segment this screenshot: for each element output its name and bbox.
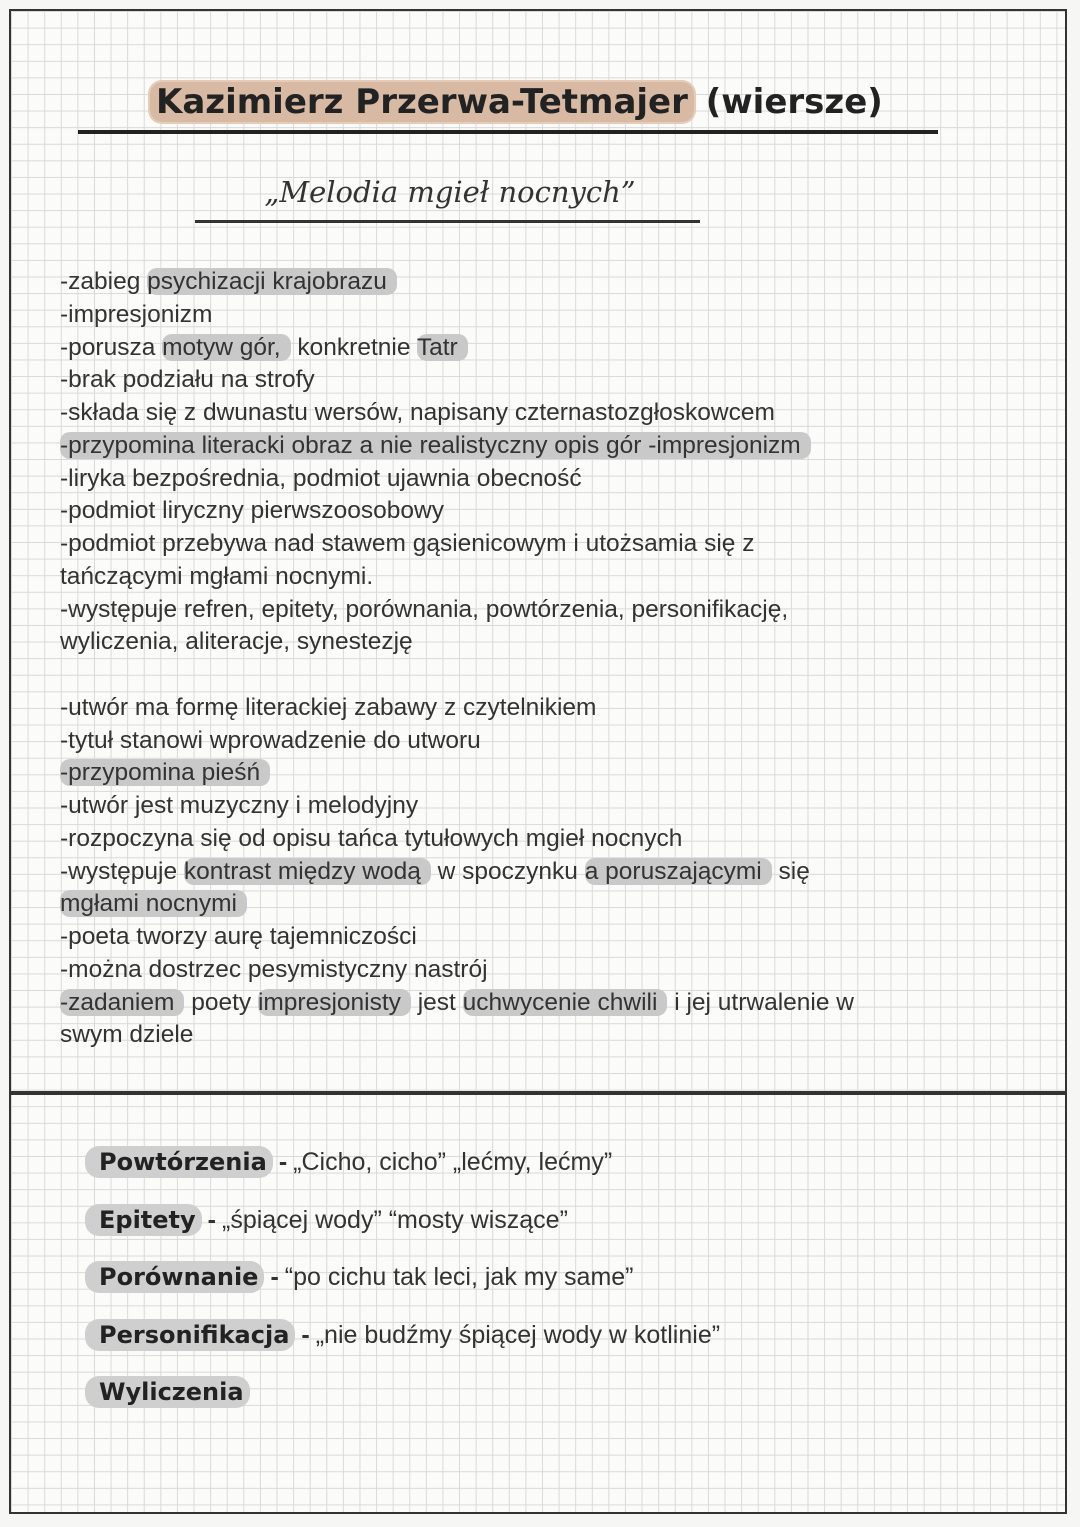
device-item <box>85 1148 720 1206</box>
note-line <box>60 299 854 332</box>
note-line <box>60 659 854 692</box>
note-text: jest <box>410 988 463 1016</box>
device-term: Powtórzenia <box>85 1146 273 1178</box>
note-text: -składa się z dwunastu wersów, napisany czternastozgłoskowcem <box>60 399 775 426</box>
note-line <box>60 954 854 987</box>
note-line <box>60 921 854 954</box>
note-line <box>60 463 854 496</box>
note-text: -podmiot przebywa nad stawem gąsienicowym i utożsamia się z <box>60 530 755 557</box>
highlighted-text: Tatr <box>417 334 468 361</box>
note-line <box>60 561 854 594</box>
highlighted-text: -przypomina literacki obraz a nie realistyczny opis gór -impresjonizm <box>60 432 811 459</box>
device-example: „nie budźmy śpiącej wody w kotlinie” <box>315 1320 721 1349</box>
highlighted-text: impresjonisty <box>258 989 411 1016</box>
note-line <box>60 790 854 823</box>
note-text: -tytuł stanowi wprowadzenie do utworu <box>60 726 481 754</box>
note-line <box>60 725 854 758</box>
note-text: -utwór ma formę literackiej zabawy z czytelnikiem <box>60 693 597 721</box>
note-text: -impresjonizm <box>60 300 213 328</box>
note-text: tańczącymi mgłami nocnymi. <box>60 562 374 590</box>
note-text: się <box>771 857 810 885</box>
note-line <box>60 757 854 790</box>
note-text: -podmiot liryczny pierwszoosobowy <box>60 497 444 525</box>
note-text: konkretnie <box>290 333 417 361</box>
poem-title-underline <box>195 220 700 223</box>
poem-title: „Melodia mgieł nocnych” <box>264 175 636 209</box>
highlighted-text: kontrast między wodą <box>184 858 431 885</box>
device-item <box>85 1263 720 1321</box>
note-text: -liryka bezpośrednia, podmiot ujawnia obecność <box>60 464 582 492</box>
section-divider <box>9 1091 1067 1095</box>
stylistic-devices-list <box>85 1148 720 1436</box>
note-text: -występuje <box>60 857 184 885</box>
title-author: Kazimierz Przerwa-Tetmajer <box>150 82 694 122</box>
device-example: „śpiącej wody” “mosty wiszące” <box>222 1205 568 1234</box>
highlighted-text: mgłami nocnymi <box>60 890 247 917</box>
note-text: -zabieg <box>60 268 148 295</box>
device-dash: - <box>270 1263 279 1291</box>
note-text: -porusza <box>60 333 163 361</box>
note-line <box>60 364 854 397</box>
device-item <box>85 1378 720 1436</box>
notes-list <box>60 266 854 1052</box>
note-line <box>60 528 854 561</box>
device-term: Personifikacja <box>85 1319 295 1351</box>
device-item <box>85 1321 720 1379</box>
device-item <box>85 1206 720 1264</box>
note-line <box>60 1019 854 1052</box>
note-line <box>60 495 854 528</box>
note-line <box>60 888 854 921</box>
note-text: -rozpoczyna się od opisu tańca tytułowych mgieł nocnych <box>60 824 683 852</box>
note-text: -brak podziału na strofy <box>60 366 315 394</box>
device-example: “po cichu tak leci, jak my same” <box>284 1263 634 1291</box>
note-text: w spoczynku <box>430 857 585 885</box>
device-example: „Cicho, cicho” „lećmy, lećmy” <box>293 1148 613 1176</box>
device-dash: - <box>207 1205 216 1234</box>
highlighted-text: motyw gór, <box>162 334 290 361</box>
note-line <box>60 823 854 856</box>
device-term: Porównanie <box>85 1261 264 1293</box>
highlighted-text: a poruszającymi <box>585 858 772 885</box>
device-term: Epitety <box>85 1204 202 1236</box>
device-dash: - <box>278 1148 288 1176</box>
note-text: poety <box>184 988 258 1016</box>
highlighted-text: -przypomina pieśń <box>60 759 270 786</box>
note-text: -utwór jest muzyczny i melodyjny <box>60 792 419 819</box>
note-line <box>60 692 854 725</box>
note-text: swym dziele <box>60 1021 194 1049</box>
title-suffix: (wiersze) <box>705 82 883 122</box>
note-line <box>60 594 854 627</box>
note-line <box>60 856 854 889</box>
note-line <box>60 430 854 463</box>
note-line <box>60 332 854 365</box>
highlighted-text: -zadaniem <box>60 989 184 1016</box>
note-text: -można dostrzec pesymistyczny nastrój <box>60 955 488 983</box>
note-text: wyliczenia, aliteracje, synestezję <box>60 628 413 656</box>
device-term: Wyliczenia <box>85 1376 250 1408</box>
note-text: i jej utrwalenie w <box>667 988 854 1016</box>
title-underline <box>78 130 938 134</box>
highlighted-text: uchwycenie chwili <box>463 989 668 1016</box>
note-line <box>60 397 854 430</box>
note-text: -występuje refren, epitety, porównania, powtórzenia, personifikację, <box>60 595 789 623</box>
device-dash: - <box>301 1320 310 1349</box>
highlighted-text: psychizacji krajobrazu <box>147 268 397 295</box>
note-line <box>60 626 854 659</box>
note-line <box>60 987 854 1020</box>
note-line <box>60 266 854 299</box>
note-text: -poeta tworzy aurę tajemniczości <box>60 923 417 950</box>
page-title <box>150 82 883 122</box>
